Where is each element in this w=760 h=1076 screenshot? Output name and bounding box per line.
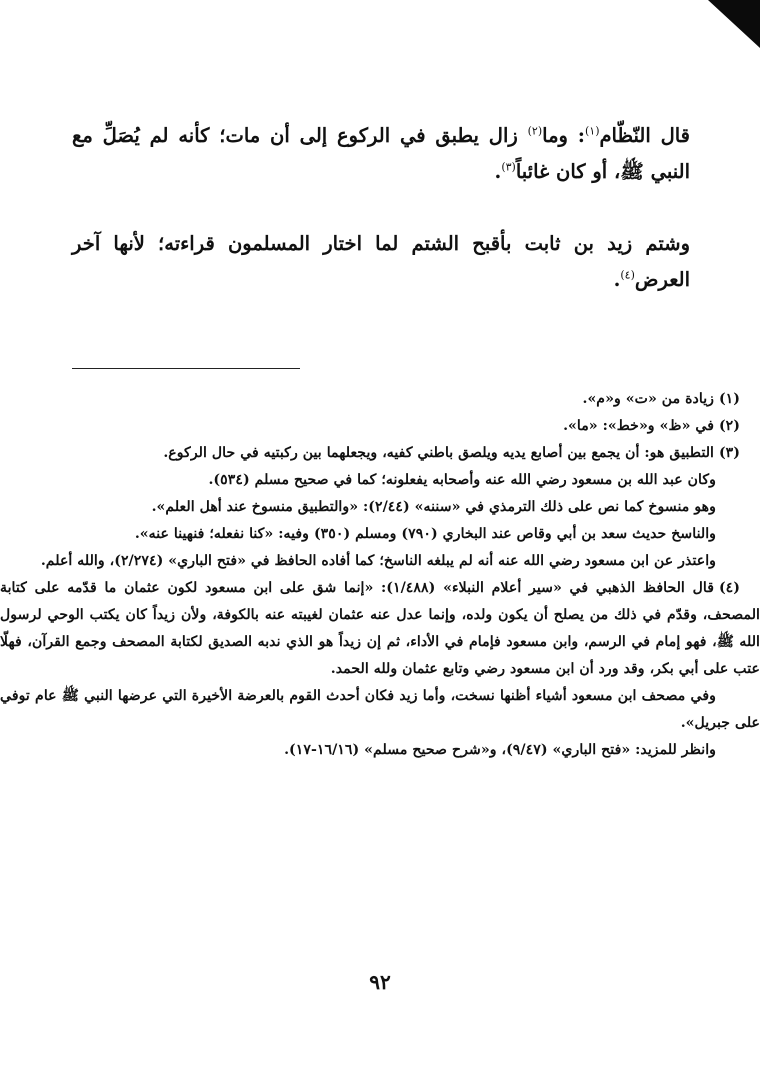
footnote-ref-2[interactable]: (٢): [527, 124, 543, 138]
footnote-paragraph: [0, 521, 760, 548]
footnote-number: (٤): [718, 580, 740, 596]
footnote-number: (١): [718, 391, 740, 407]
footnote-number: (٣): [718, 445, 740, 461]
text-run: وشتم زيد بن ثابت بأقبح الشتم لما اختار المسلمون قراءته؛ لأنها آخر العرض: [72, 232, 690, 291]
footnote-text: وكان عبد الله بن مسعود رضي الله عنه وأصحابه يفعلونه؛ كما في صحيح مسلم (٥٣٤).: [208, 472, 716, 488]
footnote-item: [0, 440, 760, 467]
text-run: : وما: [542, 124, 585, 147]
paragraph-zayd: [72, 226, 690, 298]
page-number: ٩٢: [369, 970, 391, 994]
paragraph-nazzam: [72, 118, 690, 190]
footnotes: [0, 386, 760, 764]
footnote-text: وفي مصحف ابن مسعود أشياء أظنها نسخت، وأما زيد فكان أحدث القوم بالعرضة الأخيرة التي عرضها النبي ﷺ عام توفي على جبريل».: [0, 688, 760, 731]
footnote-ref-3[interactable]: (٣): [501, 160, 516, 174]
footnote-item: [0, 386, 760, 413]
footnote-text: واعتذر عن ابن مسعود رضي الله عنه أنه لم يبلغه الناسخ؛ كما أفاده الحافظ في «فتح الباري» (٢/٢٧٤)، والله أعلم.: [40, 553, 716, 569]
footnote-text: قال الحافظ الذهبي في «سير أعلام النبلاء» (١/٤٨٨): «إنما شق على ابن مسعود لكون عثمان ما قدّمه على كتابة المصحف، وقدّم في ذلك من يصلح أن يكون ولده، وإنما عدل عنه عثمان لغيبته عنه بالكوفة، ولأن زيداً كان يكتب الوحي لرسول الله ﷺ، فهو إمام في الرسم، وابن مسعود فإمام في الأداء، ثم إن زيداً هو الذي ندبه الصديق لكتابة المصحف وجمع القرآن، فهلّا عتب على أبي بكر، وقد ورد أن ابن مسعود رضي وتابع عثمان ولله الحمد.: [0, 580, 760, 677]
footnote-paragraph: [0, 494, 760, 521]
footnote-text: وانظر للمزيد: «فتح الباري» (٩/٤٧)، و«شرح صحيح مسلم» (١٦/١٦-١٧).: [284, 742, 716, 758]
text-run: .: [613, 268, 621, 291]
footnote-paragraph: [0, 737, 760, 764]
footnote-divider: [72, 368, 300, 369]
corner-mark: [708, 0, 760, 48]
footnote-paragraph: [0, 683, 760, 737]
text-run: .: [494, 160, 502, 183]
footnote-text: زيادة من «ت» و«م».: [582, 391, 714, 407]
text-run: زال يطبق في الركوع إلى أن مات؛ كأنه لم يُصَلِّ مع النبي ﷺ، أو كان غائباً: [72, 124, 690, 183]
footnote-text: التطبيق هو: أن يجمع بين أصابع يديه ويلصق باطني كفيه، ويجعلهما بين ركبتيه في حال الركوع.: [163, 445, 714, 461]
footnote-ref-4[interactable]: (٤): [620, 268, 635, 282]
footnote-number: (٢): [718, 418, 740, 434]
footnote-ref-1[interactable]: (١): [584, 124, 600, 138]
footnote-text: والناسخ حديث سعد بن أبي وقاص عند البخاري (٧٩٠) ومسلم (٣٥٠) وفيه: «كنا نفعله؛ فنهينا عنه».: [134, 526, 716, 542]
footnote-item: [0, 413, 760, 440]
footnote-text: وهو منسوخ كما نص على ذلك الترمذي في «سننه» (٢/٤٤): «والتطبيق منسوخ عند أهل العلم».: [151, 499, 716, 515]
footnote-item: [0, 575, 760, 683]
text-run: قال النّظّام: [599, 124, 690, 147]
footnote-text: في «ظ» و«خط»: «ما».: [563, 418, 714, 434]
footnote-paragraph: [0, 548, 760, 575]
footnote-paragraph: [0, 467, 760, 494]
